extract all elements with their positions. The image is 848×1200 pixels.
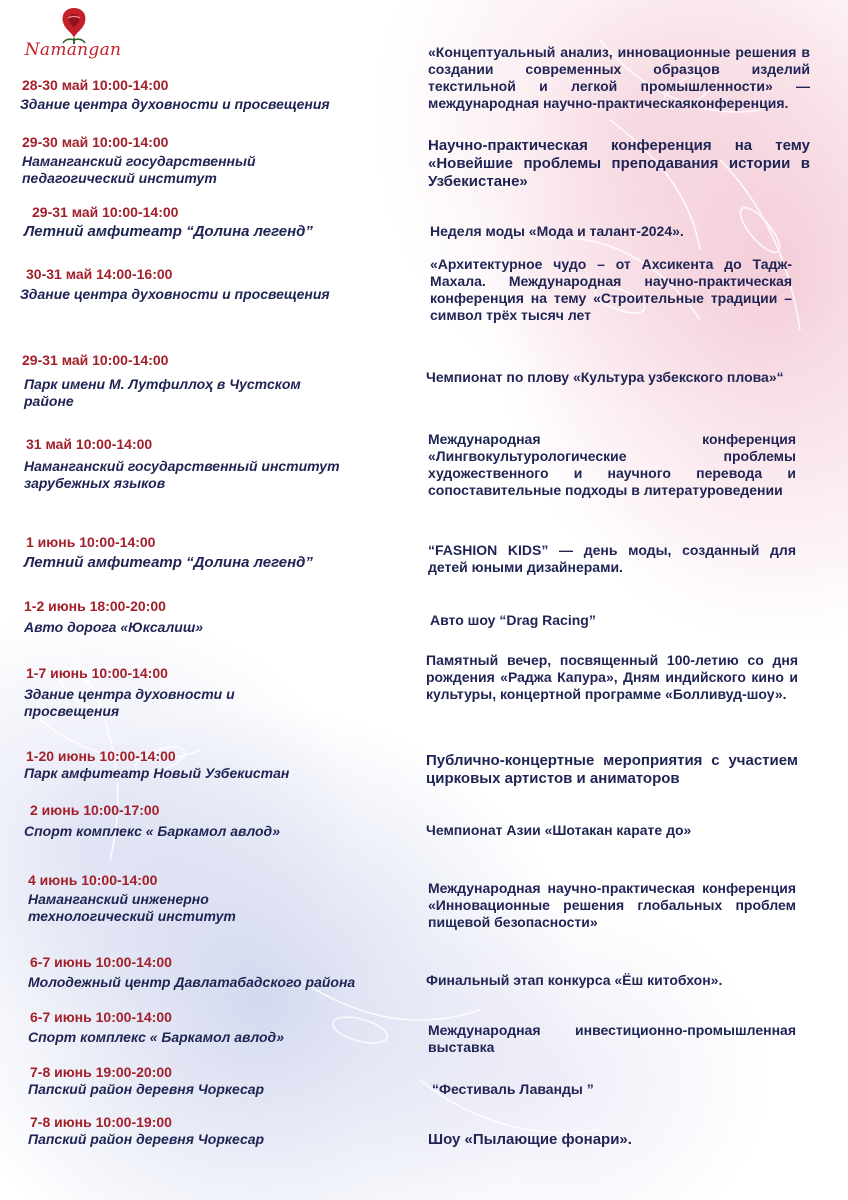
event-venue: Наманганский инженерно технологический институт [28,891,236,924]
event-date: 28-30 май 10:00-14:00 [22,77,169,93]
event-venue: Молодежный центр Давлатабадского района [28,974,356,990]
event-title: Чемпионат по плову «Культура узбекского плова»“ [426,369,784,385]
event-title: Памятный вечер, посвященный 100-летию со дня рождения «Раджа Капура», Дням индийского кино и культуры, концертной программе «Болливуд-шоу». [426,652,798,702]
event-venue: Здание центра духовности и просвещения [24,686,235,719]
event-date: 29-31 май 10:00-14:00 [22,352,169,368]
event-title: Авто шоу “Drag Racing” [430,612,596,628]
event-venue: Наманганский государственный педагогический институт [22,153,256,186]
event-title: «Архитектурное чудо – от Ахсикента до Тадж-Махала. Международная научно-практическая конференция на тему «Строительные традиции – символ трёх тысяч лет [430,256,792,323]
event-date: 2 июнь 10:00-17:00 [30,802,160,818]
event-date: 1-2 июнь 18:00-20:00 [24,598,166,614]
event-venue: Парк имени М. Лутфиллоҳ в Чустском районе [24,376,301,409]
event-venue: Папский район деревня Чоркесар [28,1081,265,1097]
event-date: 1 июнь 10:00-14:00 [26,534,156,550]
event-date: 29-30 май 10:00-14:00 [22,134,169,150]
event-date: 1-7 июнь 10:00-14:00 [26,665,168,681]
event-title: Неделя моды «Мода и талант-2024». [430,223,684,239]
event-venue: Папский район деревня Чоркесар [28,1131,265,1147]
rose-icon [54,4,94,44]
event-title: Международная конференция «Лингвокультурологические проблемы художественного и научного перевода и сопоставительные подходы в литературоведении [428,431,796,498]
event-venue: Летний амфитеатр “Долина легенд” [24,223,313,240]
event-title: “FASHION KIDS” — день моды, созданный для детей юными дизайнерами. [428,542,796,575]
event-venue: Авто дорога «Юксалиш» [24,619,204,635]
event-venue: Спорт комплекс « Баркамол авлод» [24,823,280,839]
event-title: «Концептуальный анализ, инновационные решения в создании современных образцов изделий текстильной и легкой промышленности» — международная научно-практическаяконференция. [428,44,810,111]
event-title: Шоу «Пылающие фонари». [428,1131,632,1148]
event-date: 31 май 10:00-14:00 [26,436,153,452]
event-venue: Здание центра духовности и просвещения [20,286,330,302]
event-date: 1-20 июнь 10:00-14:00 [26,748,176,764]
event-title: Международная научно-практическая конференция «Инновационные решения глобальных проблем пищевой безопасности» [428,880,796,930]
event-title: Публично-концертные мероприятия с участием цирковых артистов и аниматоров [426,752,798,787]
event-date: 7-8 июнь 10:00-19:00 [30,1114,172,1130]
event-title: Международная инвестиционно-промышленная выставка [428,1022,796,1055]
event-date: 29-31 май 10:00-14:00 [32,204,179,220]
event-venue: Наманганский государственный институт зарубежных языков [24,458,340,491]
event-title: Научно-практическая конференция на тему «Новейшие проблемы преподавания истории в Узбекистане» [428,137,810,190]
event-title: “Фестиваль Лаванды ” [432,1081,594,1097]
event-venue: Парк амфитеатр Новый Узбекистан [24,765,290,781]
event-date: 4 июнь 10:00-14:00 [28,872,158,888]
event-venue: Летний амфитеатр “Долина легенд” [24,554,313,571]
brand-name: Namangan [24,40,122,60]
event-venue: Спорт комплекс « Баркамол авлод» [28,1029,284,1045]
event-date: 30-31 май 14:00-16:00 [26,266,173,282]
event-date: 7-8 июнь 19:00-20:00 [30,1064,172,1080]
event-title: Чемпионат Азии «Шотакан карате до» [426,822,692,838]
event-date: 6-7 июнь 10:00-14:00 [30,1009,172,1025]
event-date: 6-7 июнь 10:00-14:00 [30,954,172,970]
event-title: Финальный этап конкурса «Ёш китобхон». [426,972,723,988]
event-venue: Здание центра духовности и просвещения [20,96,330,112]
namangan-logo [18,4,128,70]
